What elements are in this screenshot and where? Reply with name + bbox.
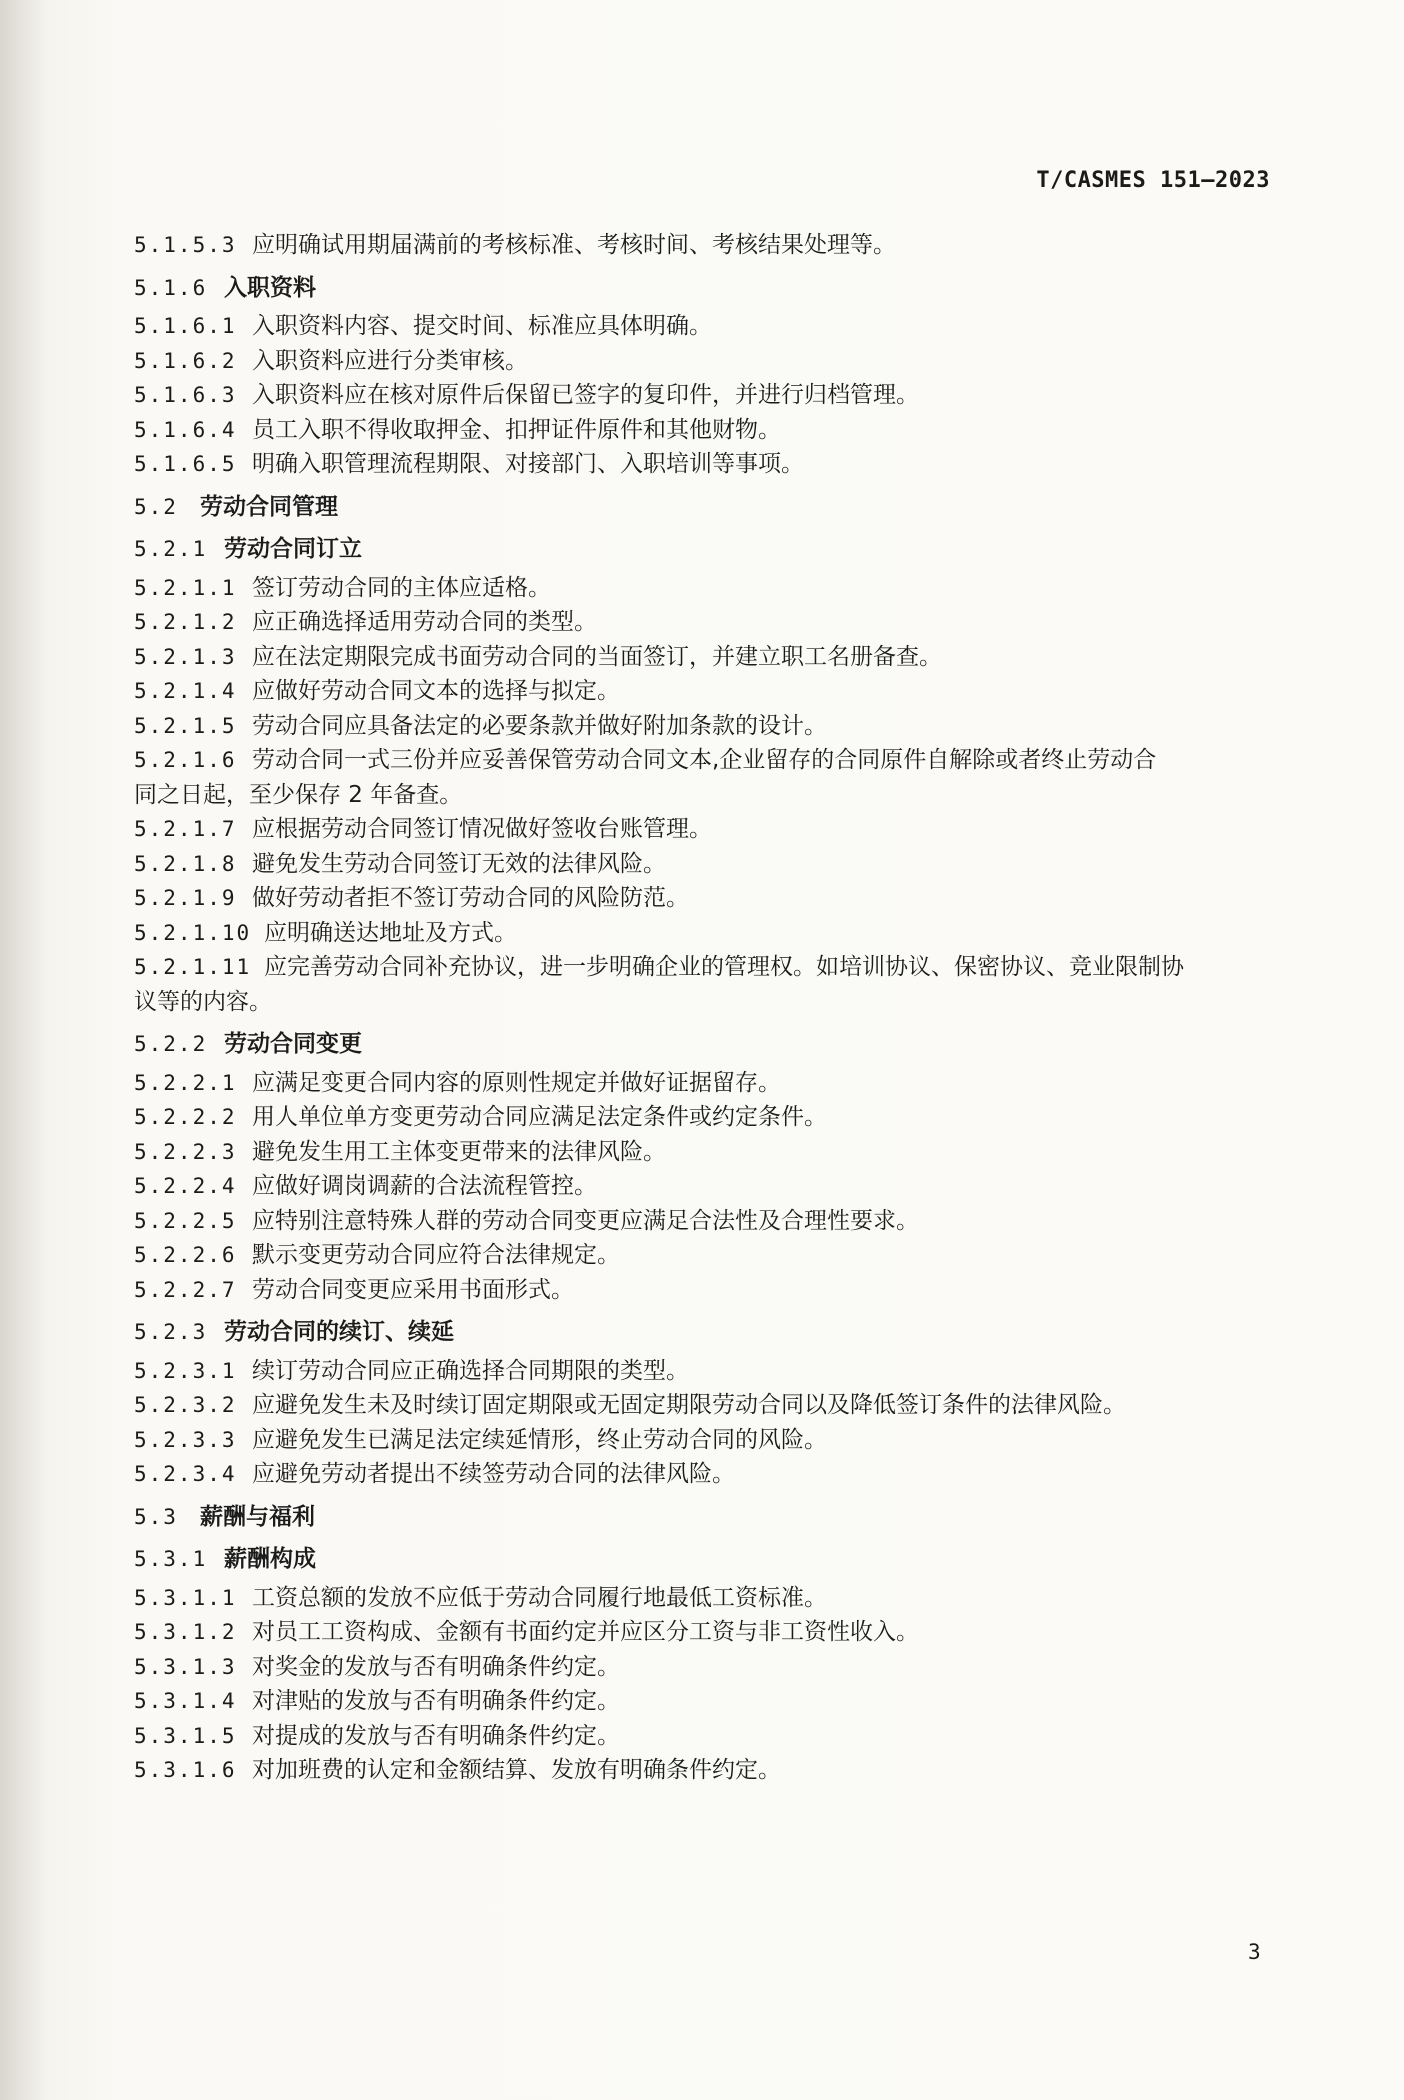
clause-item [134,1169,1280,1204]
clause-text: 对提成的发放与否有明确条件约定。 [252,1722,620,1749]
section-heading [134,532,1280,567]
clause-number: 5.2.2.1 [134,1070,237,1095]
clause-number: 5.3.1.5 [134,1723,237,1748]
clause-text: 入职资料内容、提交时间、标准应具体明确。 [252,313,712,339]
clause-number: 5.3.1.2 [134,1620,237,1644]
clause-number: 5.2.2.3 [134,1139,237,1164]
clause-text: 劳动合同变更应采用书面形式。 [252,1276,574,1303]
clause-text: 入职资料应进行分类审核。 [252,347,528,374]
clause-item [134,1615,1280,1650]
clause-number: 5.2.2.5 [134,1208,237,1233]
clause-item [134,812,1280,847]
clause-continuation: 议等的内容。 [134,988,272,1015]
clause-text: 避免发生劳动合同签订无效的法律风险。 [252,850,666,877]
section-heading [134,1500,1280,1535]
clause-text: 对加班费的认定和金额结算、发放有明确条件约定。 [252,1757,781,1783]
clause-number: 5.3.1.4 [134,1689,237,1713]
clause-number: 5.2.1.2 [134,610,237,634]
clause-text: 应避免发生未及时续订固定期限或无固定期限劳动合同以及降低签订条件的法律风险。 [252,1392,1126,1418]
section-number: 5.3.1 [134,1547,208,1571]
clause-number: 5.2.2.4 [134,1174,237,1198]
clause-text: 签订劳动合同的主体应适格。 [252,574,551,601]
clause-item [134,1650,1280,1685]
clause-number: 5.1.6.5 [134,452,237,476]
clause-number: 5.2.2.2 [134,1105,237,1129]
clause-item [134,605,1280,640]
clause-number: 5.2.1.7 [134,817,237,841]
clause-item [134,674,1280,709]
clause-item [134,1273,1280,1308]
clause-item [134,1684,1280,1719]
clause-number: 5.2.1.10 [134,920,252,945]
clause-text: 应满足变更合同内容的原则性规定并做好证据留存。 [252,1069,781,1096]
clause-item [134,1066,1280,1101]
clause-item [134,1100,1280,1135]
clause-number: 5.2.1.11 [134,955,252,979]
clause-number: 5.2.1.3 [134,644,237,669]
clause-text: 应明确送达地址及方式。 [264,919,517,946]
section-number: 5.2.1 [134,537,208,561]
clause-text: 工资总额的发放不应低于劳动合同履行地最低工资标准。 [252,1584,827,1611]
clause-text: 劳动合同一式三份并应妥善保管劳动合同文本,企业留存的合同原件自解除或者终止劳动合 [252,747,1157,773]
section-heading [134,1027,1280,1062]
clause-number: 5.2.3.4 [134,1462,237,1486]
clause-number: 5.3.1.1 [134,1585,237,1610]
section-title: 薪酬构成 [224,1546,316,1572]
clause-number: 5.1.5.3 [134,233,237,257]
clause-item [134,881,1280,916]
clause-item [134,1238,1280,1273]
section-number: 5.2.3 [134,1320,208,1344]
clause-number: 5.1.6.3 [134,383,237,407]
clause-item [134,1457,1280,1492]
clause-number: 5.2.1.6 [134,748,237,772]
clause-item [134,709,1280,744]
section-heading [134,1315,1280,1350]
clause-item [134,1354,1280,1389]
clause-text: 明确入职管理流程期限、对接部门、入职培训等事项。 [252,451,804,477]
section-title: 薪酬与福利 [200,1503,315,1530]
clause-item [134,344,1280,379]
document-code: T/CASMES 151—2023 [1036,168,1270,193]
clause-text: 对员工工资构成、金额有书面约定并应区分工资与非工资性收入。 [252,1619,919,1645]
section-number: 5.2 [134,494,178,519]
clause-text: 应做好调岗调薪的合法流程管控。 [252,1173,597,1199]
clause-item [134,1753,1280,1788]
clause-number: 5.1.6.4 [134,417,237,442]
clause-number: 5.1.6.1 [134,314,237,338]
clause-item [134,743,1280,778]
section-heading [134,271,1280,306]
clause-text: 应完善劳动合同补充协议，进一步明确企业的管理权。如培训协议、保密协议、竞业限制协 [264,954,1184,980]
clause-text: 应在法定期限完成书面劳动合同的当面签订，并建立职工名册备查。 [252,643,942,670]
clause-text: 劳动合同应具备法定的必要条款并做好附加条款的设计。 [252,712,827,739]
clause-number: 5.2.1.5 [134,713,237,738]
clause-text: 对奖金的发放与否有明确条件约定。 [252,1653,620,1680]
clause-text: 应正确选择适用劳动合同的类型。 [252,609,597,635]
clause-item [134,1388,1280,1423]
clause-item [134,847,1280,882]
section-title: 劳动合同管理 [200,493,338,520]
document-body [134,228,1280,1788]
clause-item [134,309,1280,344]
clause-item [134,1581,1280,1616]
clause-number: 5.2.1.8 [134,851,237,876]
clause-number: 5.1.6.2 [134,348,237,373]
clause-item [134,571,1280,606]
clause-text: 避免发生用工主体变更带来的法律风险。 [252,1138,666,1165]
clause-text: 对津贴的发放与否有明确条件约定。 [252,1688,620,1714]
clause-number: 5.2.1.4 [134,679,237,703]
clause-text: 默示变更劳动合同应符合法律规定。 [252,1242,620,1268]
clause-text: 续订劳动合同应正确选择合同期限的类型。 [252,1357,689,1384]
clause-number: 5.2.2.6 [134,1243,237,1267]
clause-item [134,916,1280,951]
clause-item [134,640,1280,675]
section-number: 5.3 [134,1504,178,1529]
clause-text: 应做好劳动合同文本的选择与拟定。 [252,678,620,704]
clause-text: 做好劳动者拒不签订劳动合同的风险防范。 [252,885,689,911]
clause-item [134,1135,1280,1170]
clause-number: 5.3.1.3 [134,1654,237,1679]
clause-continuation: 同之日起，至少保存 2 年备查。 [134,781,463,808]
clause-number: 5.2.3.2 [134,1393,237,1417]
section-number: 5.1.6 [134,275,208,300]
clause-number: 5.2.3.1 [134,1358,237,1383]
clause-item [134,447,1280,482]
section-title: 入职资料 [224,274,316,301]
clause-item [134,228,1280,263]
clause-text: 用人单位单方变更劳动合同应满足法定条件或约定条件。 [252,1104,827,1130]
section-title: 劳动合同变更 [224,1031,362,1057]
clause-item [134,1719,1280,1754]
page-number: 3 [1248,1940,1261,1964]
clause-item [134,1204,1280,1239]
clause-text: 应根据劳动合同签订情况做好签收台账管理。 [252,816,712,842]
section-title: 劳动合同订立 [224,536,362,562]
clause-text: 应避免劳动者提出不续签劳动合同的法律风险。 [252,1461,735,1487]
clause-text: 应特别注意特殊人群的劳动合同变更应满足合法性及合理性要求。 [252,1207,919,1234]
clause-item [134,413,1280,448]
clause-text: 入职资料应在核对原件后保留已签字的复印件，并进行归档管理。 [252,382,919,408]
section-number: 5.2.2 [134,1032,208,1056]
clause-item [134,950,1280,985]
clause-number: 5.3.1.6 [134,1758,237,1782]
clause-number: 5.2.1.1 [134,575,237,600]
clause-number: 5.2.3.3 [134,1427,237,1452]
section-heading [134,1542,1280,1577]
clause-number: 5.2.1.9 [134,886,237,910]
clause-item [134,378,1280,413]
section-heading [134,490,1280,525]
clause-text: 应明确试用期届满前的考核标准、考核时间、考核结果处理等。 [252,232,896,258]
clause-text: 员工入职不得收取押金、扣押证件原件和其他财物。 [252,416,781,443]
clause-number: 5.2.2.7 [134,1277,237,1302]
section-title: 劳动合同的续订、续延 [224,1319,454,1345]
clause-text: 应避免发生已满足法定续延情形，终止劳动合同的风险。 [252,1426,827,1453]
clause-item [134,1423,1280,1458]
